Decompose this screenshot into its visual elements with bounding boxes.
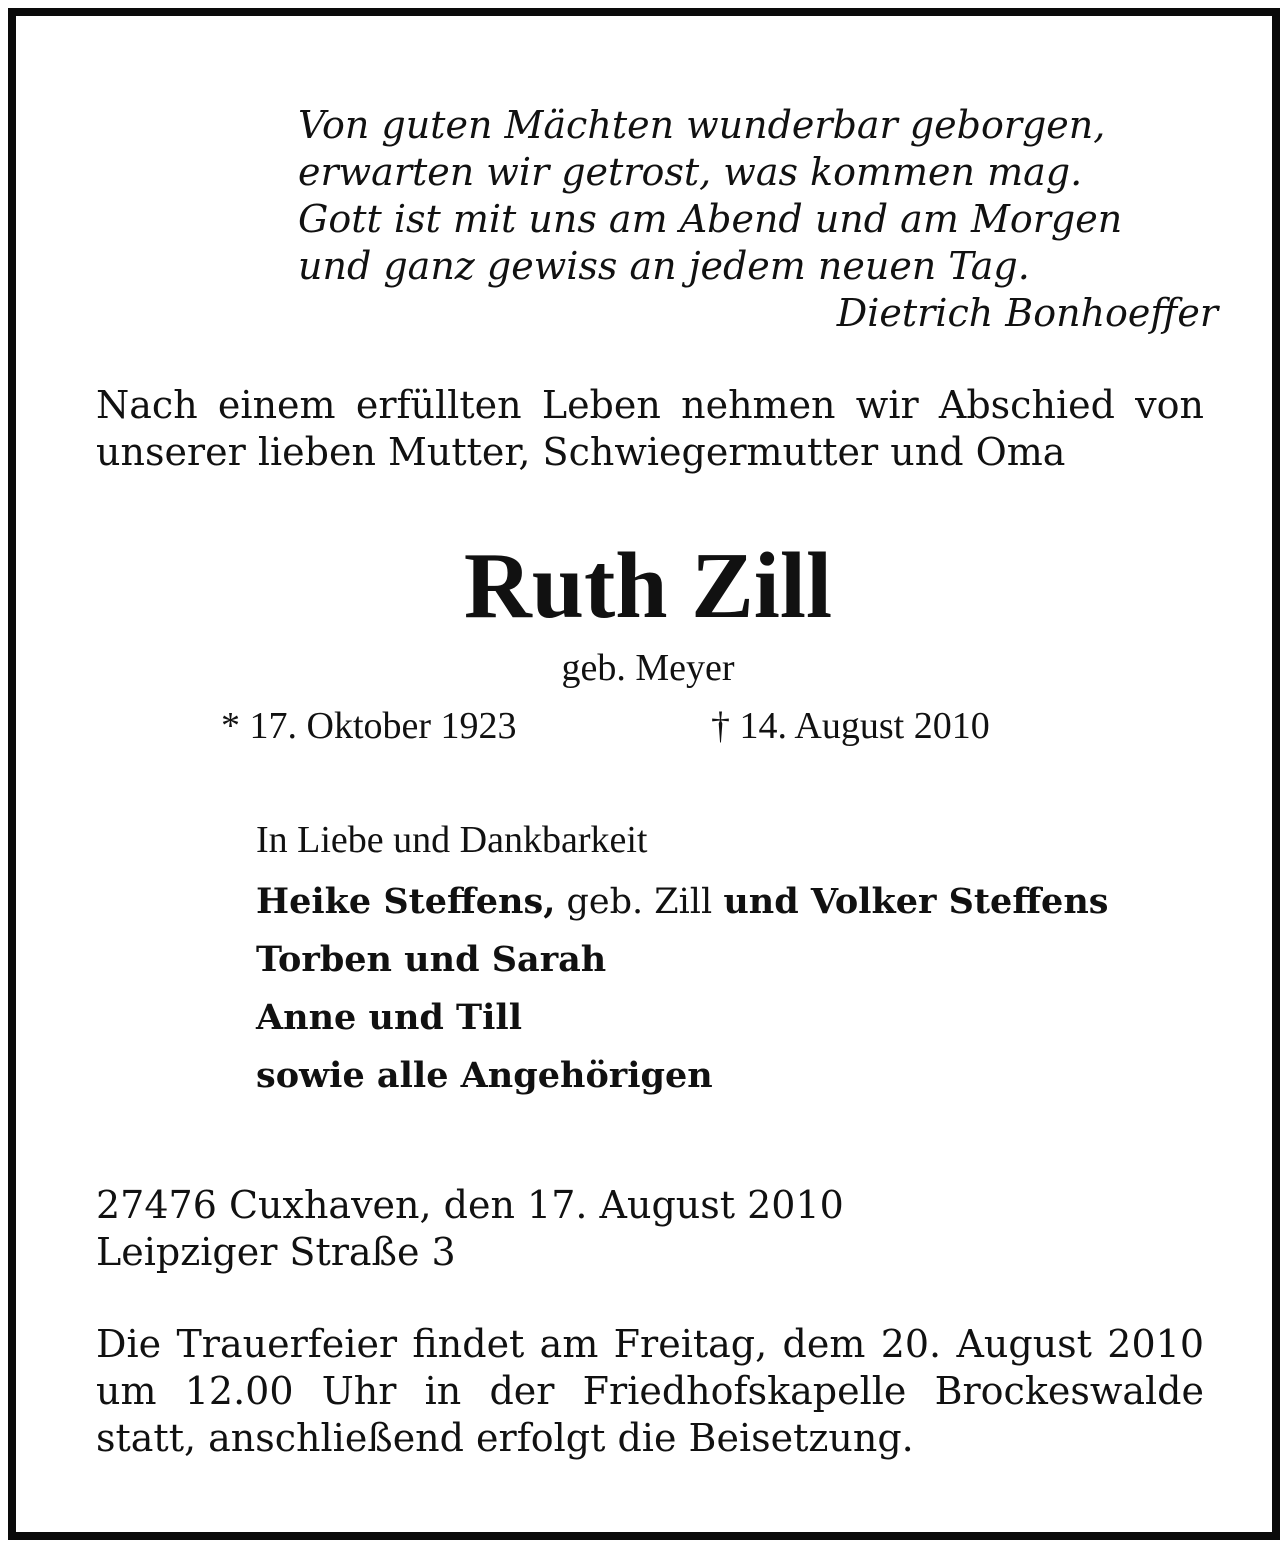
mourners-line: sowie alle Angehörigen bbox=[256, 1055, 713, 1096]
birth-date: * 17. Oktober 1923 bbox=[221, 705, 517, 747]
mourners-line: Torben und Sarah bbox=[256, 939, 607, 980]
deceased-name: Ruth Zill bbox=[463, 534, 833, 638]
quote-line: Gott ist mit uns am Abend und am Morgen bbox=[298, 197, 1123, 241]
mourners-line bbox=[256, 880, 1108, 924]
mourners-heading: In Liebe und Dankbarkeit bbox=[256, 819, 648, 861]
quote-line: und ganz gewiss an jedem neuen Tag. bbox=[298, 244, 1030, 288]
death-date: † 14. August 2010 bbox=[711, 705, 990, 747]
bonhoeffer-quote bbox=[298, 102, 1218, 337]
notice-frame bbox=[8, 8, 1280, 1540]
quote-line: Von guten Mächten wunderbar geborgen, bbox=[298, 103, 1106, 147]
intro-text: Nach einem erfüllten Leben nehmen wir Abschied von unserer lieben Mutter, Schwiegermutter und Oma bbox=[96, 383, 1204, 474]
quote-line: erwarten wir getrost, was kommen mag. bbox=[298, 150, 1083, 194]
funeral-info: Die Trauerfeier findet am Freitag, dem 20. August 2010 um 12.00 Uhr in der Friedhofskapelle Brockeswalde statt, anschließend erfolgt die Beisetzung. bbox=[96, 1322, 1204, 1460]
mourners-line: Anne und Till bbox=[256, 997, 522, 1038]
mourner-name: und Volker Steffens bbox=[723, 881, 1109, 922]
mourner-maiden: geb. Zill bbox=[555, 882, 724, 922]
place-date: 27476 Cuxhaven, den 17. August 2010 bbox=[96, 1183, 844, 1227]
quote-author: Dietrich Bonhoeffer bbox=[836, 291, 1218, 335]
mourner-name: Heike Steffens, bbox=[256, 881, 556, 922]
maiden-name: geb. Meyer bbox=[561, 647, 735, 689]
street-address: Leipziger Straße 3 bbox=[96, 1230, 456, 1274]
